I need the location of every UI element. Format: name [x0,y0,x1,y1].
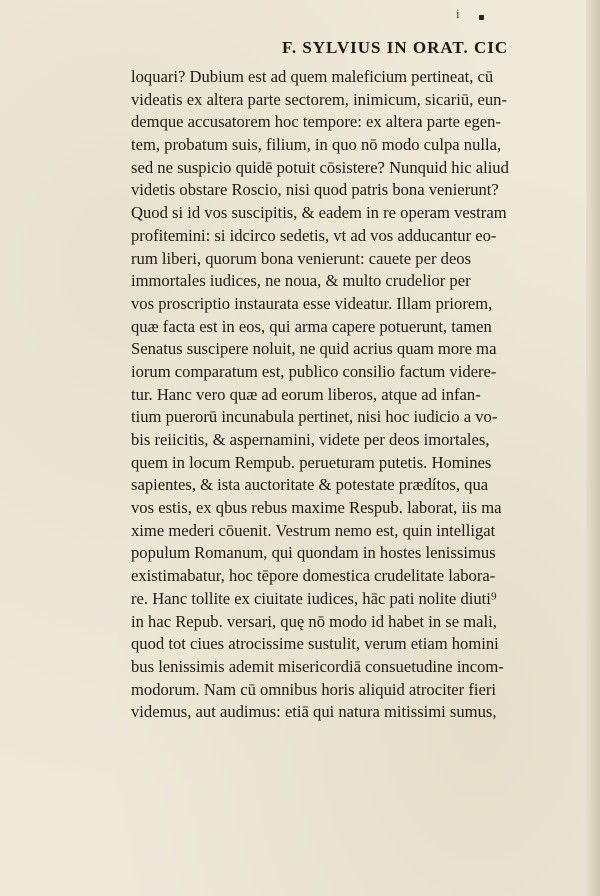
signature-mark: i [456,6,460,21]
text-line: videtis obstare Roscio, nisi quod patris bona venierunt? [131,180,499,200]
running-head: F. SYLVIUS IN ORAT. CIC [282,38,509,57]
text-line: Quod si id vos suscipitis, & eadem in re operam vestram [131,203,507,223]
text-line: rum liberi, quorum bona venierunt: cauete per deos [131,248,472,268]
text-line: videatis ex altera parte sectorem, inimicum, sicariū, eun- [131,89,507,109]
text-line: loquari? Dubium est ad quem maleficium pertineat, cū [131,67,494,86]
text-line: in hac Repub. versari, quę nō modo id habet in se mali, [131,611,497,631]
text-line: videmus, aut audimus: etiā qui natura mitissimi sumus, [131,702,497,722]
text-line: quem in locum Rempub. perueturam putetis. Homines [131,452,492,472]
ink-dot [479,15,484,20]
text-line: profitemini: si idcirco sedetis, vt ad vos adducantur eo- [131,225,497,245]
text-line: xime mederi cōuenit. Vestrum nemo est, quin intelligat [131,520,496,540]
text-line: bus lenissimis ademit misericordiā consuetudine incom- [131,656,504,676]
text-line: tem, probatum suis, filium, in quo nō modo culpa nulla, [131,135,502,155]
text-line: existimabatur, hoc tēpore domestica crudelitate labora- [131,566,496,586]
text-line: iorum comparatum est, publico consilio factum videre- [131,361,497,381]
text-line: tur. Hanc vero quæ ad eorum liberos, atque ad infan- [131,384,481,404]
text-line: re. Hanc tollite ex ciuitate iudices, hāc pati nolite diuti⁹ [131,588,497,608]
text-line: Senatus suscipere noluit, ne quid acrius quam more ma [131,339,497,359]
text-line: tium puerorū incunabula pertinet, nisi hoc iudicio a vo- [131,407,498,427]
body-text [131,66,591,724]
text-line: demque accusatorem hoc tempore: ex altera parte egen- [131,112,501,132]
text-line: vos proscriptio instaurata esse videatur. Illam priorem, [131,293,493,313]
text-line: modorum. Nam cū omnibus horis aliquid atrociter fieri [131,679,496,699]
text-line: vos estis, ex qbus rebus maxime Respub. laborat, iis ma [131,498,502,518]
text-line: quod tot ciues atrocissime sustulit, verum etiam homini [131,634,499,654]
text-line: sapientes, & ista auctoritate & potestate prædítos, qua [131,475,489,495]
text-line: sed ne suspicio quidē potuit cōsistere? Nunquid hic aliud [131,157,509,177]
text-line: bis reiicitis, & aspernamini, videte per deos imortales, [131,430,490,449]
text-line: quæ facta est in eos, qui arma capere potuerunt, tamen [131,316,492,336]
text-line: populum Romanum, qui quondam in hostes lenissimus [131,543,496,563]
text-line: immortales iudices, ne noua, & multo crudelior per [131,271,471,291]
